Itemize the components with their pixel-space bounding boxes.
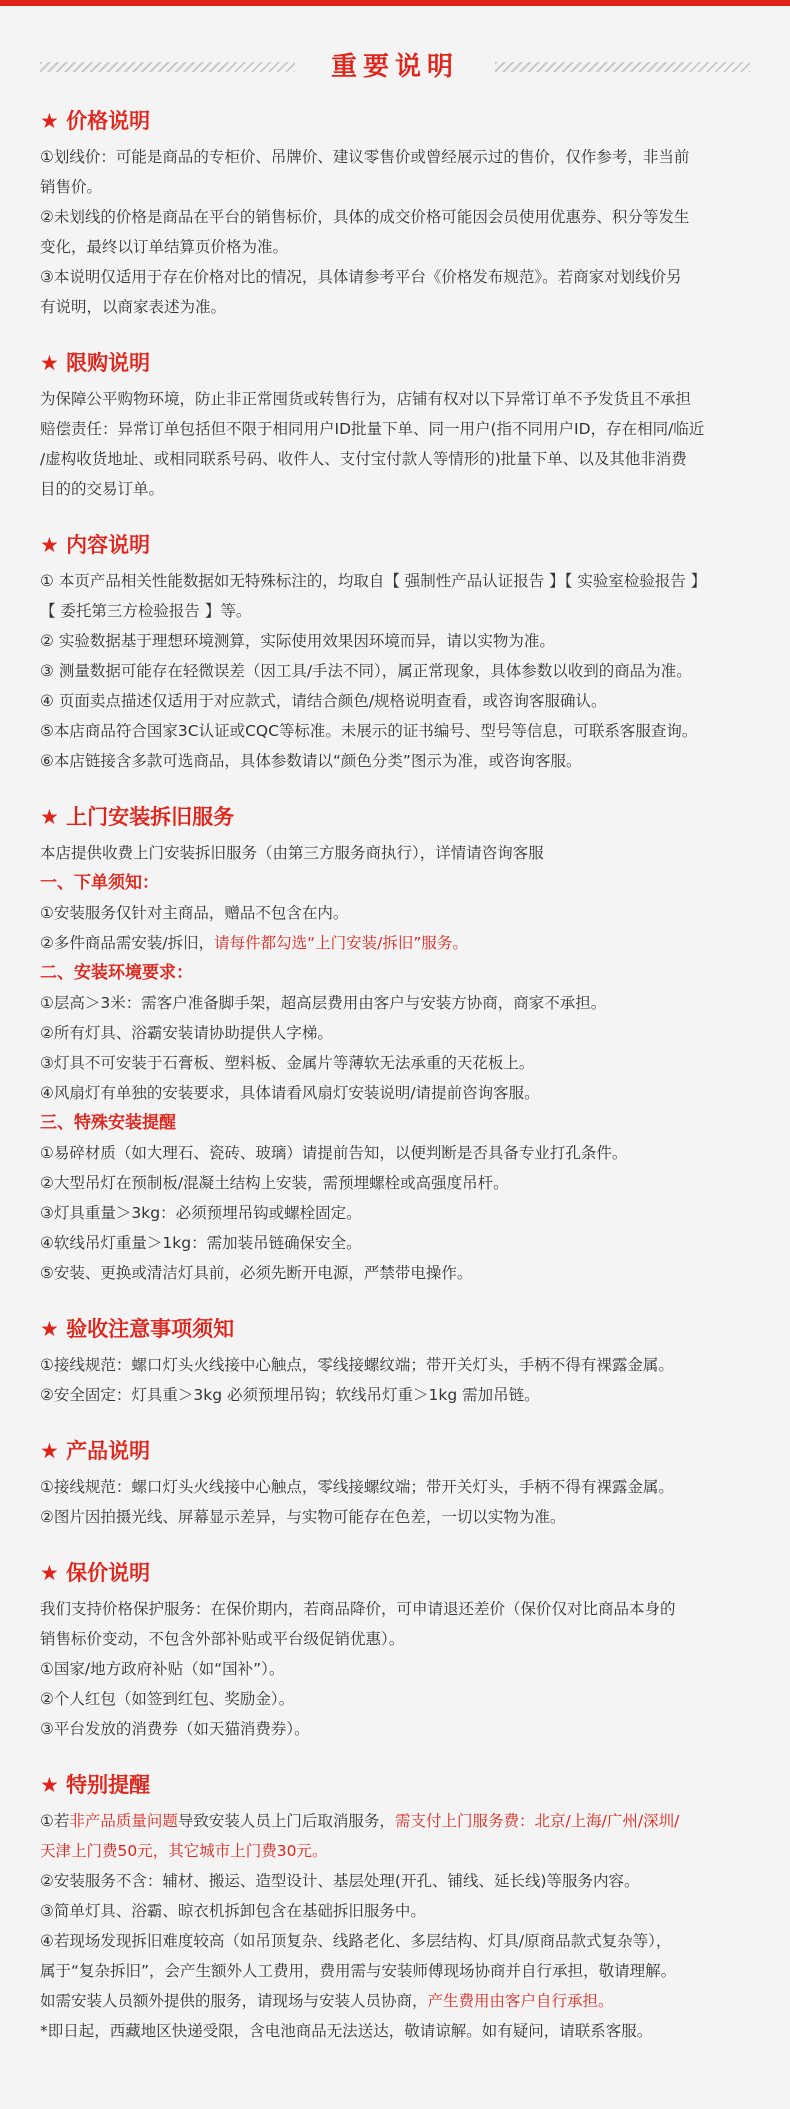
section-install-service bbox=[40, 802, 750, 1288]
product-line: ①接线规范：螺口灯头火线接中心触点，零线接螺纹端；带开关灯头，手柄不得有裸露金属。 bbox=[40, 1478, 674, 1496]
special-line bbox=[40, 1986, 750, 2016]
install-line: ①层高＞3米：需客户准备脚手架，超高层费用由客户与安装方协商，商家不承担。 bbox=[40, 994, 607, 1012]
section-line: 有说明，以商家表述为准。 bbox=[40, 298, 227, 316]
section-line: ① 本页产品相关性能数据如无特殊标注的，均取自【 强制性产品认证报告 】【 实验室检验报告 】 bbox=[40, 572, 707, 590]
section-title: ★ 验收注意事项须知 bbox=[40, 1317, 235, 1341]
section-line: ①划线价：可能是商品的专柜价、吊牌价、建议零售价或曾经展示过的售价，仅作参考，非当前 bbox=[40, 148, 690, 166]
header bbox=[0, 6, 790, 86]
install-line: ③灯具重量＞3kg：必须预埋吊钩或螺栓固定。 bbox=[40, 1204, 362, 1222]
section-line: 赔偿责任：异常订单包括但不限于相同用户ID批量下单、同一用户(指不同用户ID，存在相同/临近 bbox=[40, 420, 705, 438]
install-line: ④软线吊灯重量＞1kg：需加装吊链确保安全。 bbox=[40, 1234, 362, 1252]
product-line: ②图片因拍摄光线、屏幕显示差异，与实物可能存在色差，一切以实物为准。 bbox=[40, 1508, 566, 1526]
price-protect-line: ①国家/地方政府补贴（如“国补”）。 bbox=[40, 1660, 285, 1678]
subheading-order-notes: 一、下单须知： bbox=[40, 873, 159, 893]
special-line: ②安装服务不含：辅材、搬运、造型设计、基层处理(开孔、铺线、延长线)等服务内容。 bbox=[40, 1872, 640, 1890]
special-line bbox=[40, 1806, 750, 1836]
section-line: ⑥本店链接含多款可选商品，具体参数请以“颜色分类”图示为准，或咨询客服。 bbox=[40, 752, 582, 770]
install-line: ②大型吊灯在预制板/混凝土结构上安装，需预埋螺栓或高强度吊杆。 bbox=[40, 1174, 509, 1192]
section-line: 销售价。 bbox=[40, 178, 103, 196]
install-line: ②所有灯具、浴霸安装请协助提供人字梯。 bbox=[40, 1024, 333, 1042]
install-line-highlight: 请每件都勾选“上门安装/拆旧”服务。 bbox=[214, 934, 468, 952]
special-highlight: 非产品质量问题 bbox=[69, 1812, 178, 1830]
install-line-text: ②多件商品需安装/拆旧， bbox=[40, 934, 215, 952]
section-special-reminder bbox=[40, 1770, 750, 2046]
section-line: ③ 测量数据可能存在轻微误差（因工具/手法不同），属正常现象，具体参数以收到的商品为准。 bbox=[40, 662, 692, 680]
section-line: ④ 页面卖点描述仅适用于对应款式，请结合颜色/规格说明查看，或咨询客服确认。 bbox=[40, 692, 607, 710]
special-line: ③简单灯具、浴霸、晾衣机拆卸包含在基础拆旧服务中。 bbox=[40, 1902, 426, 1920]
special-line: *即日起，西藏地区快递受限，含电池商品无法送达，敬请谅解。如有疑问，请联系客服。 bbox=[40, 2022, 653, 2040]
special-text: 导致安装人员上门后取消服务， bbox=[177, 1812, 395, 1830]
section-product bbox=[40, 1436, 750, 1532]
section-title: ★ 价格说明 bbox=[40, 109, 151, 133]
subheading-special-install: 三、特殊安装提醒 bbox=[40, 1113, 176, 1133]
section-2 bbox=[40, 530, 750, 776]
special-line: ④若现场发现拆旧难度较高（如吊顶复杂、线路老化、多层结构、灯具/原商品款式复杂等）， bbox=[40, 1932, 672, 1950]
section-0 bbox=[40, 106, 750, 322]
price-protect-line: ③平台发放的消费券（如天猫消费券）。 bbox=[40, 1720, 310, 1738]
subheading-environment: 二、安装环境要求： bbox=[40, 963, 193, 983]
section-line: ⑤本店商品符合国家3C认证或CQC等标准。未展示的证书编号、型号等信息，可联系客服查询。 bbox=[40, 722, 698, 740]
price-protect-line: 我们支持价格保护服务：在保价期内，若商品降价，可申请退还差价（保价仅对比商品本身的 bbox=[40, 1600, 676, 1618]
page-title: 重要说明 bbox=[330, 52, 459, 82]
section-title: ★ 限购说明 bbox=[40, 351, 151, 375]
acceptance-line: ②安全固定：灯具重＞3kg 必须预埋吊钩；软线吊灯重＞1kg 需加吊链。 bbox=[40, 1386, 540, 1404]
install-line: ③灯具不可安装于石膏板、塑料板、金属片等薄软无法承重的天花板上。 bbox=[40, 1054, 535, 1072]
special-text: ①若 bbox=[40, 1812, 70, 1830]
install-line: ①安装服务仅针对主商品，赠品不包含在内。 bbox=[40, 904, 349, 922]
acceptance-line: ①接线规范：螺口灯头火线接中心触点，零线接螺纹端；带开关灯头，手柄不得有裸露金属。 bbox=[40, 1356, 674, 1374]
section-acceptance bbox=[40, 1314, 750, 1410]
install-line: ⑤安装、更换或清洁灯具前，必须先断开电源，严禁带电操作。 bbox=[40, 1264, 473, 1282]
special-text: 如需安装人员额外提供的服务，请现场与安装人员协商， bbox=[40, 1992, 428, 2010]
install-line bbox=[40, 928, 750, 958]
content bbox=[0, 86, 790, 2046]
special-highlight: 产生费用由客户自行承担。 bbox=[427, 1992, 614, 2010]
section-line: ②未划线的价格是商品在平台的销售标价，具体的成交价格可能因会员使用优惠券、积分等发生 bbox=[40, 208, 690, 226]
section-title: ★ 上门安装拆旧服务 bbox=[40, 805, 235, 829]
section-title: ★ 特别提醒 bbox=[40, 1773, 151, 1797]
section-price-protection bbox=[40, 1558, 750, 1744]
special-highlight: 需支付上门服务费：北京/上海/广州/深圳/ bbox=[394, 1812, 680, 1830]
section-line: 目的的交易订单。 bbox=[40, 480, 165, 498]
install-intro: 本店提供收费上门安装拆旧服务（由第三方服务商执行），详情请咨询客服 bbox=[40, 844, 544, 862]
section-title: ★ 内容说明 bbox=[40, 533, 151, 557]
section-title: ★ 保价说明 bbox=[40, 1561, 151, 1585]
section-line: ③本说明仅适用于存在价格对比的情况，具体请参考平台《价格发布规范》。若商家对划线价另 bbox=[40, 268, 682, 286]
section-line: /虚构收货地址、或相同联系号码、收件人、支付宝付款人等情形的)批量下单、以及其他非消费 bbox=[40, 450, 687, 468]
section-line: 【 委托第三方检验报告 】等。 bbox=[40, 602, 252, 620]
section-1 bbox=[40, 348, 750, 504]
special-line: 天津上门费50元，其它城市上门费30元。 bbox=[40, 1842, 328, 1860]
install-line: ①易碎材质（如大理石、瓷砖、玻璃）请提前告知，以便判断是否具备专业打孔条件。 bbox=[40, 1144, 628, 1162]
generic-sections bbox=[40, 106, 750, 776]
decorative-hatch-right bbox=[495, 62, 750, 72]
section-title: ★ 产品说明 bbox=[40, 1439, 151, 1463]
price-protect-line: 销售标价变动，不包含外部补贴或平台级促销优惠）。 bbox=[40, 1630, 405, 1648]
section-line: 变化，最终以订单结算页价格为准。 bbox=[40, 238, 289, 256]
section-line: 为保障公平购物环境，防止非正常囤货或转售行为，店铺有权对以下异常订单不予发货且不承担 bbox=[40, 390, 692, 408]
section-line: ② 实验数据基于理想环境测算，实际使用效果因环境而异，请以实物为准。 bbox=[40, 632, 555, 650]
price-protect-line: ②个人红包（如签到红包、奖励金）。 bbox=[40, 1690, 295, 1708]
install-line: ④风扇灯有单独的安装要求，具体请看风扇灯安装说明/请提前咨询客服。 bbox=[40, 1084, 540, 1102]
special-line: 属于“复杂拆旧”，会产生额外人工费用，费用需与安装师傅现场协商并自行承担，敬请理解。 bbox=[40, 1962, 677, 1980]
